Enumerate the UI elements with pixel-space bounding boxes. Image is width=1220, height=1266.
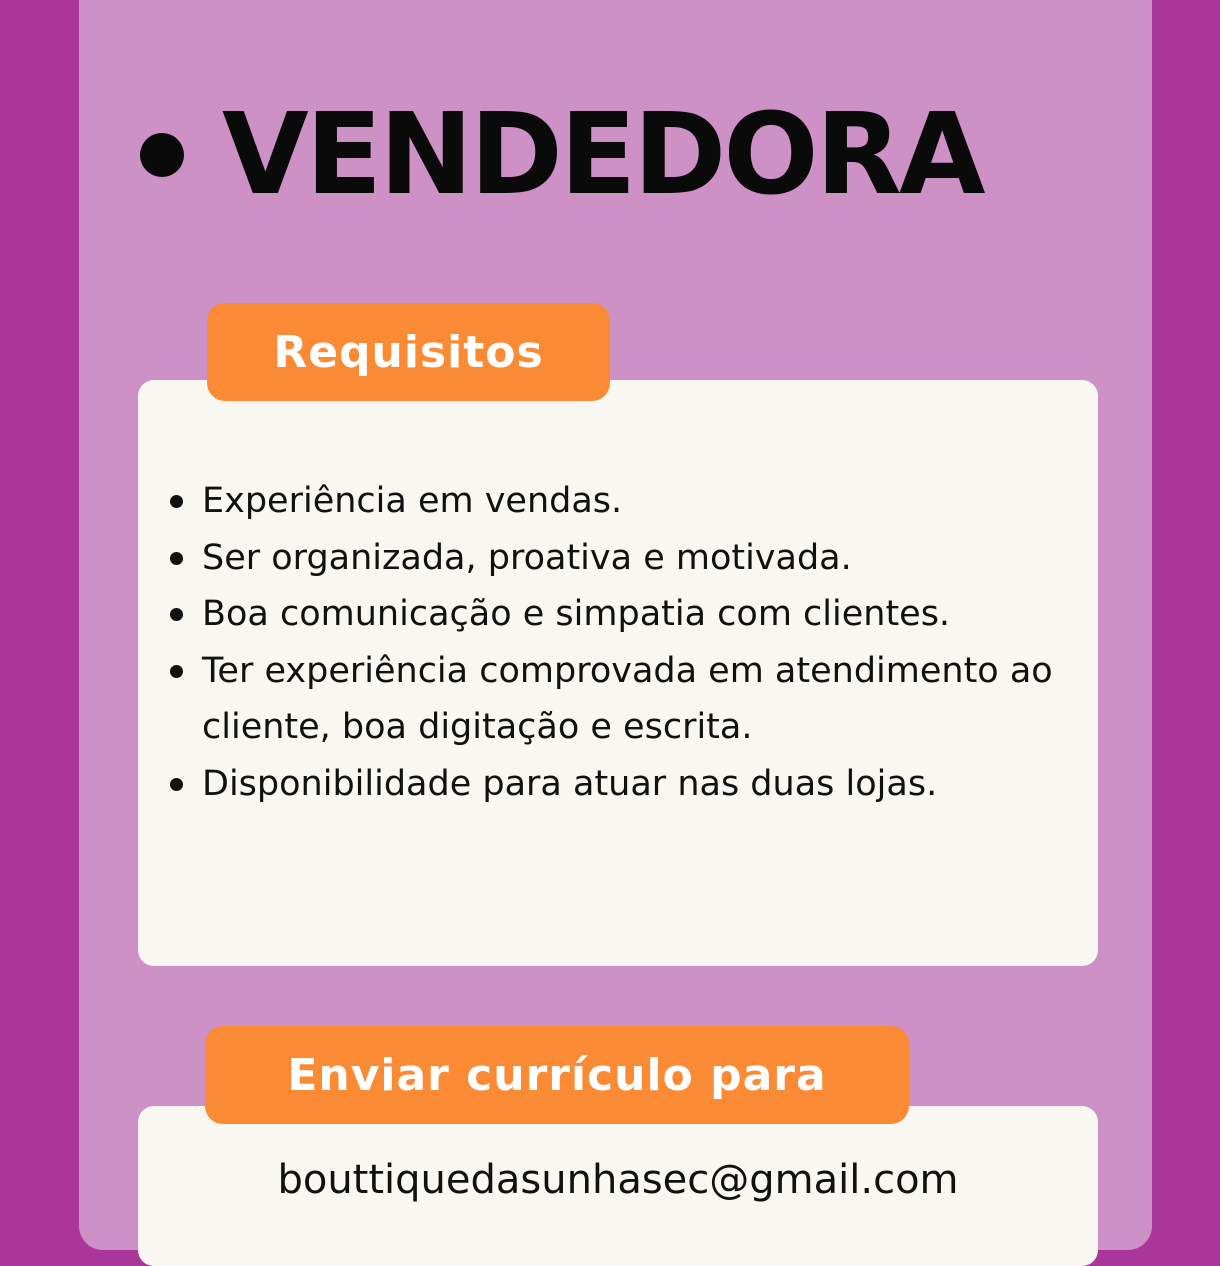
requirement-item [166,530,1066,587]
requirements-heading: Requisitos [207,303,610,401]
bullet-icon [170,608,183,621]
requirement-item [166,756,1066,813]
bullet-icon [170,665,183,678]
title-row [140,90,983,220]
contact-heading: Enviar currículo para [205,1026,909,1124]
requirement-text: Ter experiência comprovada em atendimento ao cliente, boa digitação e escrita. [202,650,1053,747]
requirement-item [166,643,1066,756]
requirements-list [166,473,1066,812]
requirement-item [166,473,1066,530]
bullet-icon [170,495,183,508]
job-title: VENDEDORA [222,90,983,220]
bullet-icon [170,778,183,791]
bullet-icon [170,552,183,565]
requirement-text: Boa comunicação e simpatia com clientes. [202,594,951,634]
requirement-item [166,586,1066,643]
title-bullet-icon [140,133,184,177]
requirement-text: Ser organizada, proativa e motivada. [202,537,852,578]
contact-email[interactable]: bouttiquedasunhasec@gmail.com [277,1157,959,1203]
requirement-text: Experiência em vendas. [202,481,623,521]
requirement-text: Disponibilidade para atuar nas duas lojas. [202,763,938,804]
